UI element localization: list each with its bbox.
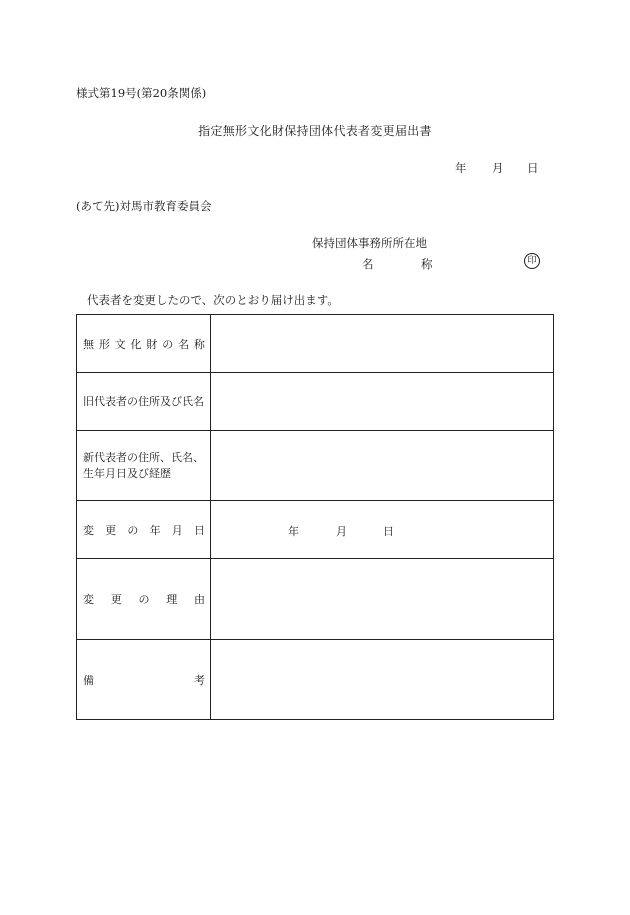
table-row bbox=[77, 501, 554, 559]
date-year-label: 年 bbox=[455, 161, 467, 175]
change-date-month-label: 月 bbox=[336, 524, 347, 538]
seal-icon: 印 bbox=[524, 253, 540, 269]
table-row bbox=[77, 559, 554, 640]
change-date-day-label: 日 bbox=[383, 524, 394, 538]
table-row bbox=[77, 431, 554, 501]
value-cell-change-date[interactable] bbox=[211, 501, 554, 559]
label-cell bbox=[77, 315, 211, 373]
label-cell bbox=[77, 559, 211, 640]
value-cell-cultural-property-name[interactable] bbox=[211, 315, 554, 373]
label-cell bbox=[77, 501, 211, 559]
value-cell-remarks[interactable] bbox=[211, 640, 554, 720]
org-address-label: 保持団体事務所所在地 bbox=[312, 236, 427, 250]
form-number: 様式第19号(第20条関係) bbox=[76, 86, 207, 100]
label-former-representative: 旧代表者の住所及び氏名 bbox=[83, 394, 204, 408]
label-cell bbox=[77, 431, 211, 501]
statement: 代表者を変更したので、次のとおり届け出ます。 bbox=[87, 293, 339, 307]
date-month-label: 月 bbox=[492, 161, 504, 175]
table-row bbox=[77, 373, 554, 431]
org-name-label-char: 名 bbox=[362, 257, 374, 271]
label-cell bbox=[77, 373, 211, 431]
table-row bbox=[77, 315, 554, 373]
value-cell-change-reason[interactable] bbox=[211, 559, 554, 640]
label-change-date: 変 更 の 年 月 日 bbox=[83, 523, 205, 537]
document-title: 指定無形文化財保持団体代表者変更届出書 bbox=[198, 124, 432, 138]
org-name-label-char: 称 bbox=[421, 257, 433, 271]
label-cell bbox=[77, 640, 211, 720]
addressee: (あて先)対馬市教育委員会 bbox=[76, 199, 212, 213]
date-day-label: 日 bbox=[527, 161, 539, 175]
label-remarks: 備 考 bbox=[83, 673, 205, 687]
label-change-reason: 変 更 の 理 由 bbox=[83, 593, 205, 606]
label-cultural-property-name: 無 形 文 化 財 の 名 称 bbox=[83, 337, 205, 351]
label-new-representative: 新代表者の住所、氏名、生年月日及び経歴 bbox=[83, 450, 204, 480]
form-table bbox=[76, 314, 554, 720]
value-cell-former-representative[interactable] bbox=[211, 373, 554, 431]
table-row bbox=[77, 640, 554, 720]
change-date-year-label: 年 bbox=[288, 524, 299, 538]
value-cell-new-representative[interactable] bbox=[211, 431, 554, 501]
